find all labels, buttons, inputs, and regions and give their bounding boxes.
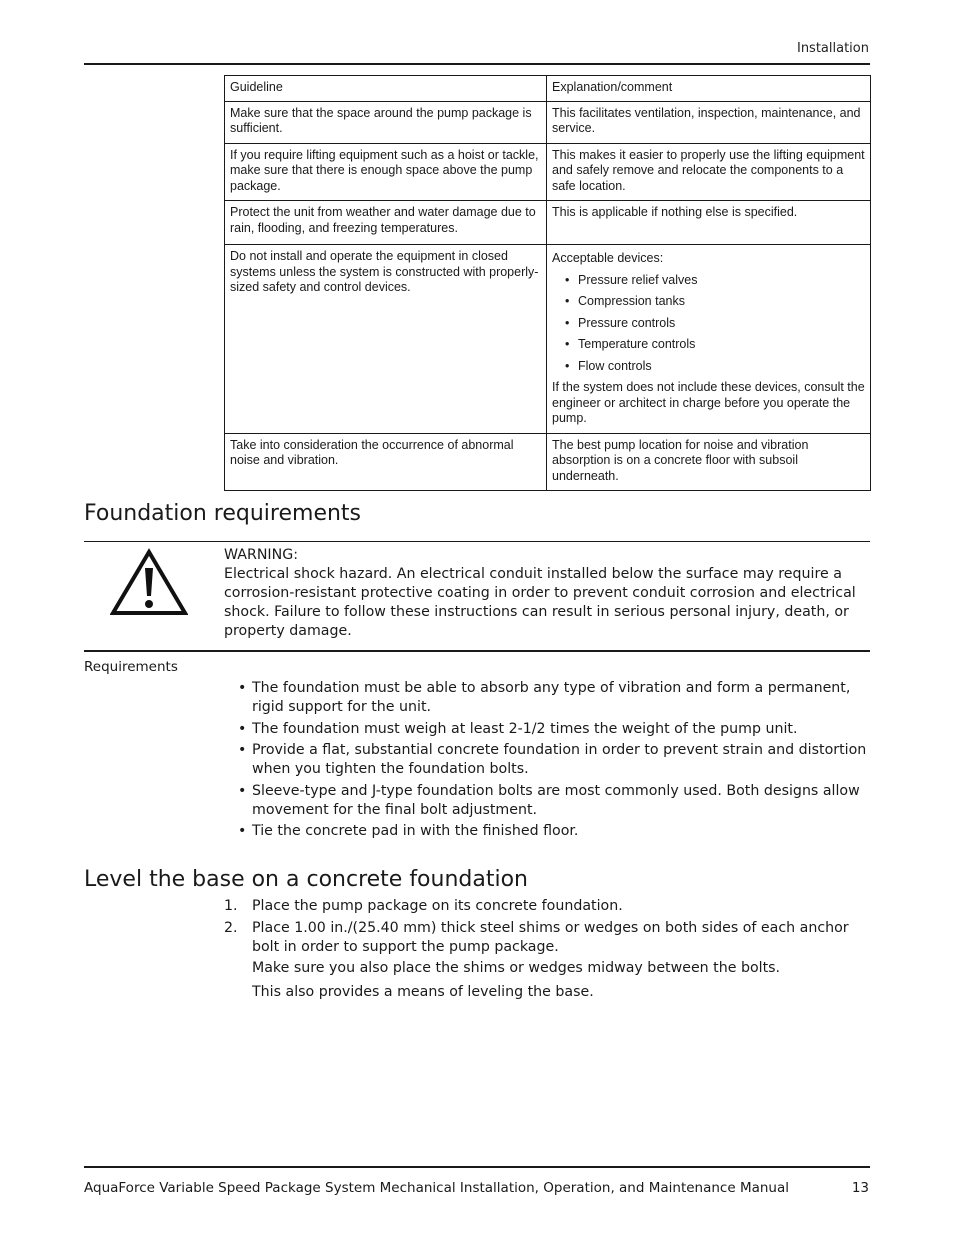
list-item: • Sleeve-type and J-type foundation bolts are most commonly used. Both designs allow movement for the final bolt adjustment. xyxy=(238,782,870,820)
devices-outro: If the system does not include these devices, consult the engineer or architect in charge before you operate the pump. xyxy=(552,380,865,425)
list-item: • Flow controls xyxy=(578,356,865,378)
requirements-label: Requirements xyxy=(84,659,178,675)
list-item: • Provide a flat, substantial concrete foundation in order to prevent strain and distortion when you tighten the foundation bolts. xyxy=(238,741,870,779)
requirements-list xyxy=(238,679,870,844)
step-text: Place the pump package on its concrete foundation. xyxy=(252,898,623,914)
procedure-steps xyxy=(224,897,870,960)
warning-text: Electrical shock hazard. An electrical conduit installed below the surface may require a corrosion-resistant protective coating in order to prevent conduit corrosion and electrical shock. Failure to follow these instructions can result in serious personal injury, death, or property damage. xyxy=(224,566,856,639)
warning-callout xyxy=(84,541,870,652)
table-row xyxy=(225,433,871,491)
guideline-cell: If you require lifting equipment such as a hoist or tackle, make sure that there is enough space above the pump package. xyxy=(225,143,547,201)
step-number: 1. xyxy=(224,898,238,914)
list-item: • Pressure controls xyxy=(578,313,865,335)
list-item: • The foundation must be able to absorb any type of vibration and form a permanent, rigid support for the unit. xyxy=(238,679,870,717)
warning-label: WARNING: xyxy=(224,547,298,563)
list-item: • Tie the concrete pad in with the finished floor. xyxy=(238,822,870,841)
comment-cell: This facilitates ventilation, inspection, maintenance, and service. xyxy=(547,101,871,143)
step-item xyxy=(224,897,870,916)
devices-list xyxy=(552,270,865,378)
list-item: • Pressure relief valves xyxy=(578,270,865,292)
section-heading-level-base: Level the base on a concrete foundation xyxy=(84,867,528,892)
table-row xyxy=(225,101,871,143)
list-item: • Compression tanks xyxy=(578,291,865,313)
comment-cell: This is applicable if nothing else is specified. xyxy=(547,201,871,245)
guideline-cell: Do not install and operate the equipment in closed systems unless the system is constructed with properly-sized safety and control devices. xyxy=(225,245,547,434)
comment-cell xyxy=(547,245,871,434)
step-number: 2. xyxy=(224,920,238,936)
column-header-guideline: Guideline xyxy=(225,76,547,102)
step-note: This also provides a means of leveling the base. xyxy=(252,984,594,1000)
comment-cell: The best pump location for noise and vibration absorption is on a concrete floor with subsoil underneath. xyxy=(547,433,871,491)
comment-cell: This makes it easier to properly use the lifting equipment and safely remove and relocate the components to a safe location. xyxy=(547,143,871,201)
guideline-cell: Protect the unit from weather and water damage due to rain, flooding, and freezing temperatures. xyxy=(225,201,547,245)
footer-divider xyxy=(84,1166,870,1168)
table-row xyxy=(225,143,871,201)
table-row xyxy=(225,245,871,434)
step-item xyxy=(224,919,870,957)
warning-content xyxy=(224,546,869,641)
devices-intro: Acceptable devices: xyxy=(552,251,664,265)
step-text: Place 1.00 in./(25.40 mm) thick steel shims or wedges on both sides of each anchor bolt in order to support the pump package. xyxy=(252,920,849,955)
guideline-cell: Make sure that the space around the pump package is sufficient. xyxy=(225,101,547,143)
table-header-row xyxy=(225,76,871,102)
section-heading-foundation: Foundation requirements xyxy=(84,501,362,526)
guidelines-table xyxy=(224,75,871,491)
warning-triangle-icon xyxy=(110,548,188,616)
running-header: Installation xyxy=(796,41,869,56)
list-item: • Temperature controls xyxy=(578,334,865,356)
footer-manual-title: AquaForce Variable Speed Package System Mechanical Installation, Operation, and Maintenance Manual xyxy=(84,1180,789,1196)
guideline-cell: Take into consideration the occurrence of abnormal noise and vibration. xyxy=(225,433,547,491)
column-header-explanation: Explanation/comment xyxy=(547,76,871,102)
list-item: • The foundation must weigh at least 2-1/2 times the weight of the pump unit. xyxy=(238,720,870,739)
step-notes xyxy=(224,954,870,1002)
page-number: 13 xyxy=(851,1180,869,1196)
table-row xyxy=(225,201,871,245)
step-note: Make sure you also place the shims or wedges midway between the bolts. xyxy=(252,960,781,976)
header-divider xyxy=(84,63,870,65)
